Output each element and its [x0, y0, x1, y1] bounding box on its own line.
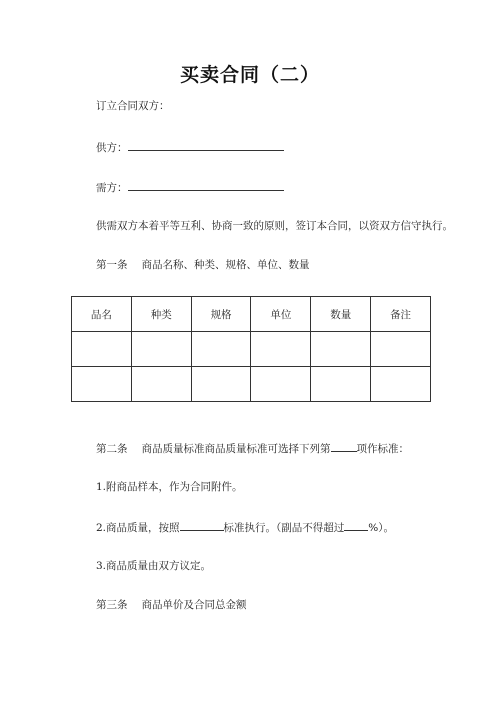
header-spec: 规格	[191, 297, 251, 332]
table-row	[72, 367, 431, 402]
supplier-line	[96, 139, 284, 155]
item-2-percent-blank[interactable]	[344, 519, 368, 531]
table-row	[72, 332, 431, 367]
item-2-standard-blank[interactable]	[180, 519, 224, 531]
table-cell[interactable]	[131, 367, 191, 402]
table-cell[interactable]	[72, 332, 132, 367]
preamble: 供需双方本着平等互利、协商一致的原则，签订本合同，以资双方信守执行。	[96, 220, 453, 232]
header-remarks: 备注	[371, 297, 431, 332]
table-cell[interactable]	[371, 367, 431, 402]
header-category: 种类	[131, 297, 191, 332]
header-product-name: 品名	[72, 297, 132, 332]
table-cell[interactable]	[311, 367, 371, 402]
document-title: 买卖合同（二）	[179, 64, 320, 86]
buyer-label: 需方：	[96, 182, 128, 194]
item-1: 1.附商品样本，作为合同附件。	[96, 481, 243, 493]
item-2-middle: 标准执行。（副品不得超过	[223, 522, 345, 534]
table-cell[interactable]	[131, 332, 191, 367]
article-2-text-after: 项作标准：	[356, 443, 409, 455]
table-header-row	[72, 297, 431, 332]
table-cell[interactable]	[251, 332, 311, 367]
article-1-text: 商品名称、种类、规格、单位、数量	[141, 259, 310, 271]
article-2-heading: 第二条	[96, 443, 128, 455]
article-3	[96, 598, 247, 612]
supplier-label: 供方：	[96, 142, 128, 154]
table-cell[interactable]	[371, 332, 431, 367]
article-1-heading: 第一条	[96, 259, 128, 271]
article-2-blank[interactable]	[331, 440, 357, 452]
table-cell[interactable]	[311, 332, 371, 367]
item-3: 3.商品质量由双方议定。	[96, 560, 212, 572]
header-unit: 单位	[251, 297, 311, 332]
table-cell[interactable]	[251, 367, 311, 402]
item-2-prefix: 2.商品质量，按照	[96, 522, 180, 534]
header-quantity: 数量	[311, 297, 371, 332]
article-3-heading: 第三条	[96, 599, 128, 611]
parties-intro: 订立合同双方：	[96, 100, 170, 112]
table-cell[interactable]	[191, 332, 251, 367]
goods-table	[71, 296, 431, 402]
article-2-text-before: 商品质量标准商品质量标准可选择下列第	[141, 443, 331, 455]
buyer-line	[96, 179, 284, 195]
article-3-text: 商品单价及合同总金额	[141, 599, 247, 611]
table-cell[interactable]	[191, 367, 251, 402]
article-1	[96, 258, 310, 272]
article-2	[96, 440, 409, 456]
item-2-suffix: %）。	[368, 522, 395, 534]
buyer-blank[interactable]	[128, 179, 284, 191]
item-2	[96, 519, 394, 535]
table-cell[interactable]	[72, 367, 132, 402]
supplier-blank[interactable]	[128, 139, 284, 151]
